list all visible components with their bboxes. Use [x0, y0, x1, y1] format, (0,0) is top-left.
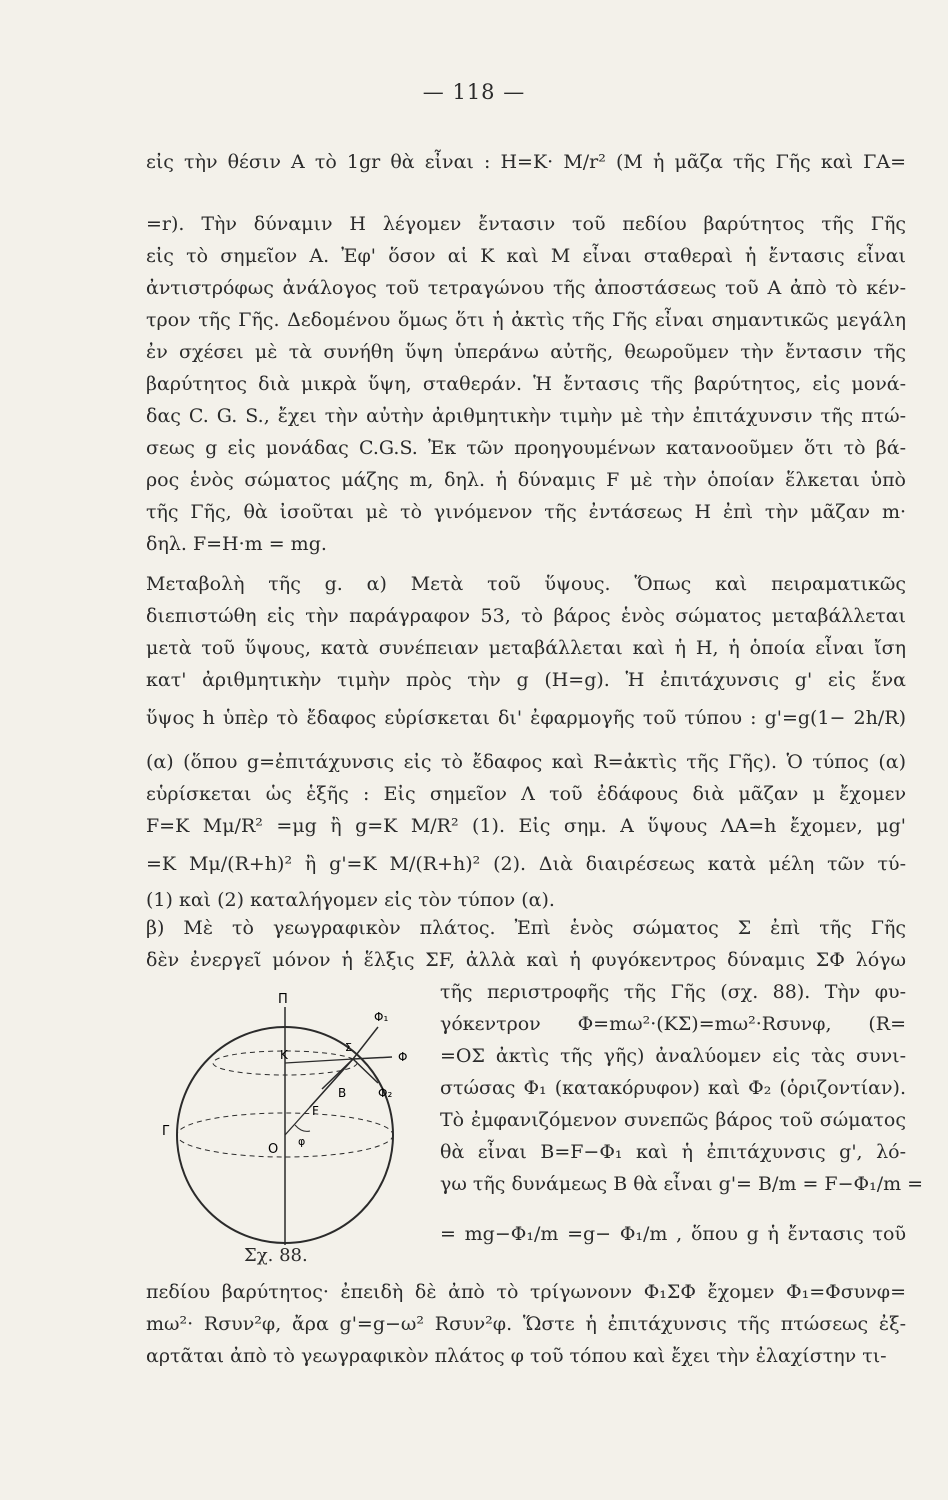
text-line: ἀντιστρόφως ἀνάλογος τοῦ τετραγώνου τῆς ἀποστάσεως τοῦ Α ἀπὸ τὸ κέν- [146, 277, 906, 299]
text-line: (1) καὶ (2) καταλήγομεν εἰς τὸν τύπον (α). [146, 889, 555, 911]
text-line: γω τῆς δυνάμεως Β θὰ εἶναι g'= B/m = F−Φ₁/m = [440, 1173, 924, 1195]
text-line: β) Μὲ τὸ γεωγραφικὸν πλάτος. Ἐπὶ ἑνὸς σώματος Σ ἐπὶ τῆς Γῆς [146, 917, 906, 939]
text-line: (α) (ὅπου g=ἐπιτάχυνσις εἰς τὸ ἔδαφος καὶ R=ἀκτὶς τῆς Γῆς). Ὁ τύπος (α) [146, 751, 906, 773]
label-k: Κ [280, 1048, 288, 1062]
label-f: F [312, 1104, 319, 1118]
text-line: τῆς Γῆς, θὰ ἰσοῦται μὲ τὸ γινόμενον τῆς ἐντάσεως Η ἐπὶ τὴν μᾶζαν m· [146, 501, 906, 523]
text-line: δὲν ἐνεργεῖ μόνον ἡ ἕλξις ΣF, ἀλλὰ καὶ ἡ φυγόκεντρος δύναμις ΣΦ λόγω [146, 949, 906, 971]
text-line: =r). Τὴν δύναμιν Η λέγομεν ἔντασιν τοῦ πεδίου βαρύτητος τῆς Γῆς [146, 213, 906, 235]
figure-caption: Σχ. 88. [244, 1245, 308, 1266]
page-number: — 118 — [422, 80, 526, 104]
text-line: διεπιστώθη εἰς τὴν παράγραφον 53, τὸ βάρος ἑνὸς σώματος μεταβάλλεται [146, 605, 906, 627]
label-b: B [338, 1086, 347, 1100]
text-line: βαρύτητος διὰ μικρὰ ὕψη, σταθεράν. Ἡ ἔντασις τῆς βαρύτητος, εἰς μονά- [146, 373, 906, 395]
text-line: πεδίου βαρύτητος· ἐπειδὴ δὲ ἀπὸ τὸ τρίγωνονν Φ₁ΣΦ ἔχομεν Φ₁=Φσυνφ= [146, 1281, 906, 1303]
text-line: =ΟΣ ἀκτὶς τῆς γῆς) ἀναλύομεν εἰς τὰς συνι- [440, 1045, 906, 1067]
text-line: ρος ἑνὸς σώματος μάζης m, δηλ. ἡ δύναμις F μὲ τὴν ὁποίαν ἕλκεται ὑπὸ [146, 469, 906, 491]
text-line: κατ' ἀριθμητικὴν τιμὴν πρὸς τὴν g (H=g). Ἡ ἐπιτάχυνσις g' εἰς ἕνα [146, 669, 906, 691]
text-line: δηλ. F=H·m = mg. [146, 533, 327, 555]
text-line: μετὰ τοῦ ὕψους, κατὰ συνέπειαν μεταβάλλεται καὶ ἡ Η, ἡ ὁποία εἶναι ἴση [146, 637, 906, 659]
text-line: εὑρίσκεται ὡς ἑξῆς : Εἰς σημεῖον Λ τοῦ ἐδάφους διὰ μᾶζαν μ ἔχομεν [146, 783, 906, 805]
text-line: σεως g εἰς μονάδας C.G.S. Ἐκ τῶν προηγουμένων κατανοοῦμεν ὅτι τὸ βά- [146, 437, 906, 459]
label-center: O [268, 1142, 279, 1157]
text-line: εἰς τὴν θέσιν Α τὸ 1gr θὰ εἶναι : Η=Κ· M/r² (Μ ἡ μᾶζα τῆς Γῆς καὶ ΓΑ= [146, 151, 906, 173]
label-left: Γ [162, 1124, 170, 1139]
figure-earth-forces [160, 985, 420, 1275]
label-pole-top: Π [278, 992, 288, 1007]
label-phi1: Φ₁ [374, 1010, 389, 1024]
text-line: τῆς περιστροφῆς τῆς Γῆς (σχ. 88). Τὴν φυ- [440, 981, 906, 1003]
text-line: Μεταβολὴ τῆς g. α) Μετὰ τοῦ ὕψους. Ὅπως καὶ πειραματικῶς [146, 573, 906, 595]
text-line: ὕψος h ὑπὲρ τὸ ἔδαφος εὑρίσκεται δι' ἐφαρμογῆς τοῦ τύπου : g'=g(1− 2h/R) [146, 707, 906, 729]
text-line: γόκεντρον Φ=mω²·(ΚΣ)=mω²·Rσυνφ, (R= [440, 1013, 906, 1035]
text-line: τρον τῆς Γῆς. Δεδομένου ὅμως ὅτι ἡ ἀκτὶς τῆς Γῆς εἶναι σημαντικῶς μεγάλη [146, 309, 906, 331]
text-line: =K Mμ/(R+h)² ἢ g'=K M/(R+h)² (2). Διὰ διαιρέσεως κατὰ μέλη τῶν τύ- [146, 853, 906, 875]
text-line: mω²· Rσυν²φ, ἄρα g'=g−ω² Rσυν²φ. Ὥστε ἡ ἐπιτάχυνσις τῆς πτώσεως ἐξ- [146, 1313, 906, 1335]
text-line: εἰς τὸ σημεῖον Α. Ἐφ' ὅσον αἱ Κ καὶ Μ εἶναι σταθεραὶ ἡ ἔντασις εἶναι [146, 245, 906, 267]
text-line: ἐν σχέσει μὲ τὰ συνήθη ὕψη ὑπεράνω αὐτῆς, θεωροῦμεν τὴν ἔντασιν τῆς [146, 341, 906, 363]
text-line: = mg−Φ₁/m =g− Φ₁/m , ὅπου g ἡ ἔντασις τοῦ [440, 1223, 906, 1245]
label-phi2: Φ₂ [378, 1086, 393, 1100]
label-phi: Φ [398, 1050, 408, 1064]
text-line: θὰ εἶναι Β=F−Φ₁ καὶ ἡ ἐπιτάχυνσις g', λό- [440, 1141, 906, 1163]
earth-diagram [160, 985, 420, 1245]
label-sigma: Σ [345, 1041, 352, 1054]
label-angle: φ [298, 1135, 306, 1148]
text-line: Τὸ ἐμφανιζόμενον συνεπῶς βάρος τοῦ σώματος [440, 1109, 906, 1131]
text-line: στώσας Φ₁ (κατακόρυφον) καὶ Φ₂ (ὁριζοντίαν). [440, 1077, 906, 1099]
text-line: δας C. G. S., ἔχει τὴν αὐτὴν ἀριθμητικὴν τιμὴν μὲ τὴν ἐπιτάχυνσιν τῆς πτώ- [146, 405, 906, 427]
text-line: αρτᾶται ἀπὸ τὸ γεωγραφικὸν πλάτος φ τοῦ τόπου καὶ ἔχει τὴν ἐλαχίστην τι- [146, 1345, 887, 1367]
text-line: F=K Mμ/R² =μg ἢ g=K M/R² (1). Εἰς σημ. Α ὕψους ΛΑ=h ἔχομεν, μg' [146, 815, 906, 837]
